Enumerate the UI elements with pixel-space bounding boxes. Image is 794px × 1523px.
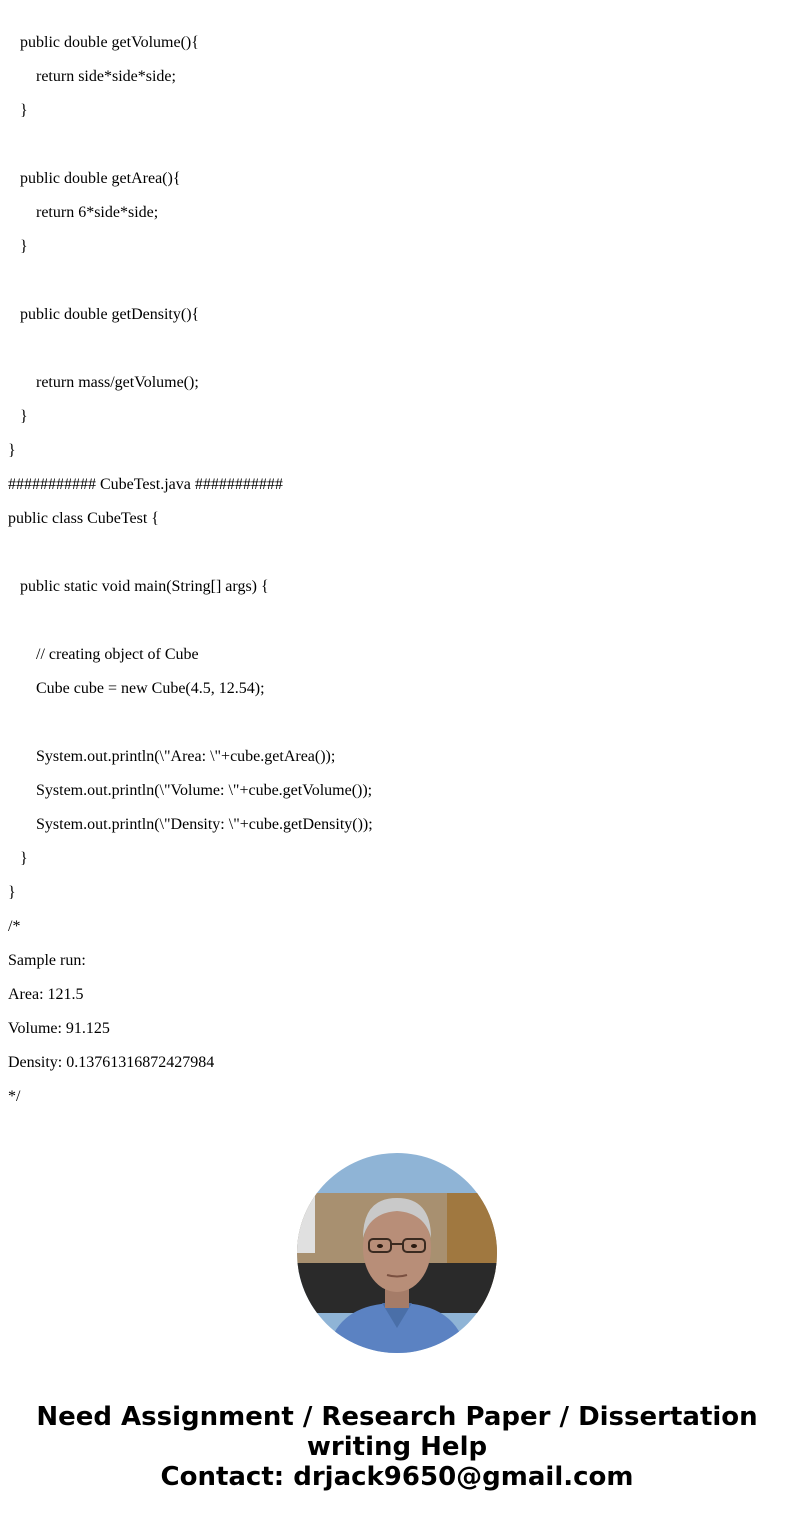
code-line: public double getVolume(){	[20, 34, 199, 51]
code-line: public static void main(String[] args) {	[20, 578, 269, 595]
code-line	[8, 128, 788, 162]
promo-headline: Need Assignment / Research Paper / Dissertation	[36, 1402, 758, 1432]
code-line: return 6*side*side;	[36, 204, 159, 221]
code-line: }	[20, 102, 28, 119]
code-line	[8, 706, 788, 740]
author-avatar	[297, 1153, 497, 1353]
code-line: return side*side*side;	[36, 68, 176, 85]
code-line: System.out.println(\"Density: \"+cube.getDensity());	[36, 816, 373, 833]
code-line: Area: 121.5	[8, 986, 84, 1003]
code-line: Cube cube = new Cube(4.5, 12.54);	[36, 680, 265, 697]
code-line	[8, 604, 788, 638]
code-line: System.out.println(\"Area: \"+cube.getArea());	[36, 748, 336, 765]
author-photo	[297, 1153, 497, 1353]
code-line: public double getArea(){	[20, 170, 181, 187]
code-line: System.out.println(\"Volume: \"+cube.getVolume());	[36, 782, 373, 799]
code-line: Density: 0.13761316872427984	[8, 1054, 215, 1071]
code-line	[8, 536, 788, 570]
code-line	[8, 332, 788, 366]
code-line: }	[20, 238, 28, 255]
code-line: ########### CubeTest.java ###########	[8, 476, 283, 493]
code-line: public class CubeTest {	[8, 510, 159, 527]
code-line: }	[8, 884, 16, 901]
code-line: }	[8, 442, 16, 459]
promo-banner	[0, 1402, 794, 1492]
code-line: Volume: 91.125	[8, 1020, 110, 1037]
code-line: */	[8, 1088, 21, 1105]
promo-subline: writing Help	[306, 1432, 488, 1462]
code-line: }	[20, 408, 28, 425]
code-line	[8, 264, 788, 298]
code-listing	[8, 26, 788, 1114]
contact-email: Contact: drjack9650@gmail.com	[160, 1462, 634, 1492]
code-line: public double getDensity(){	[20, 306, 200, 323]
code-line: }	[20, 850, 28, 867]
code-line: return mass/getVolume();	[36, 374, 199, 391]
code-line: Sample run:	[8, 952, 86, 969]
code-line: /*	[8, 918, 21, 935]
code-line: // creating object of Cube	[36, 646, 199, 663]
